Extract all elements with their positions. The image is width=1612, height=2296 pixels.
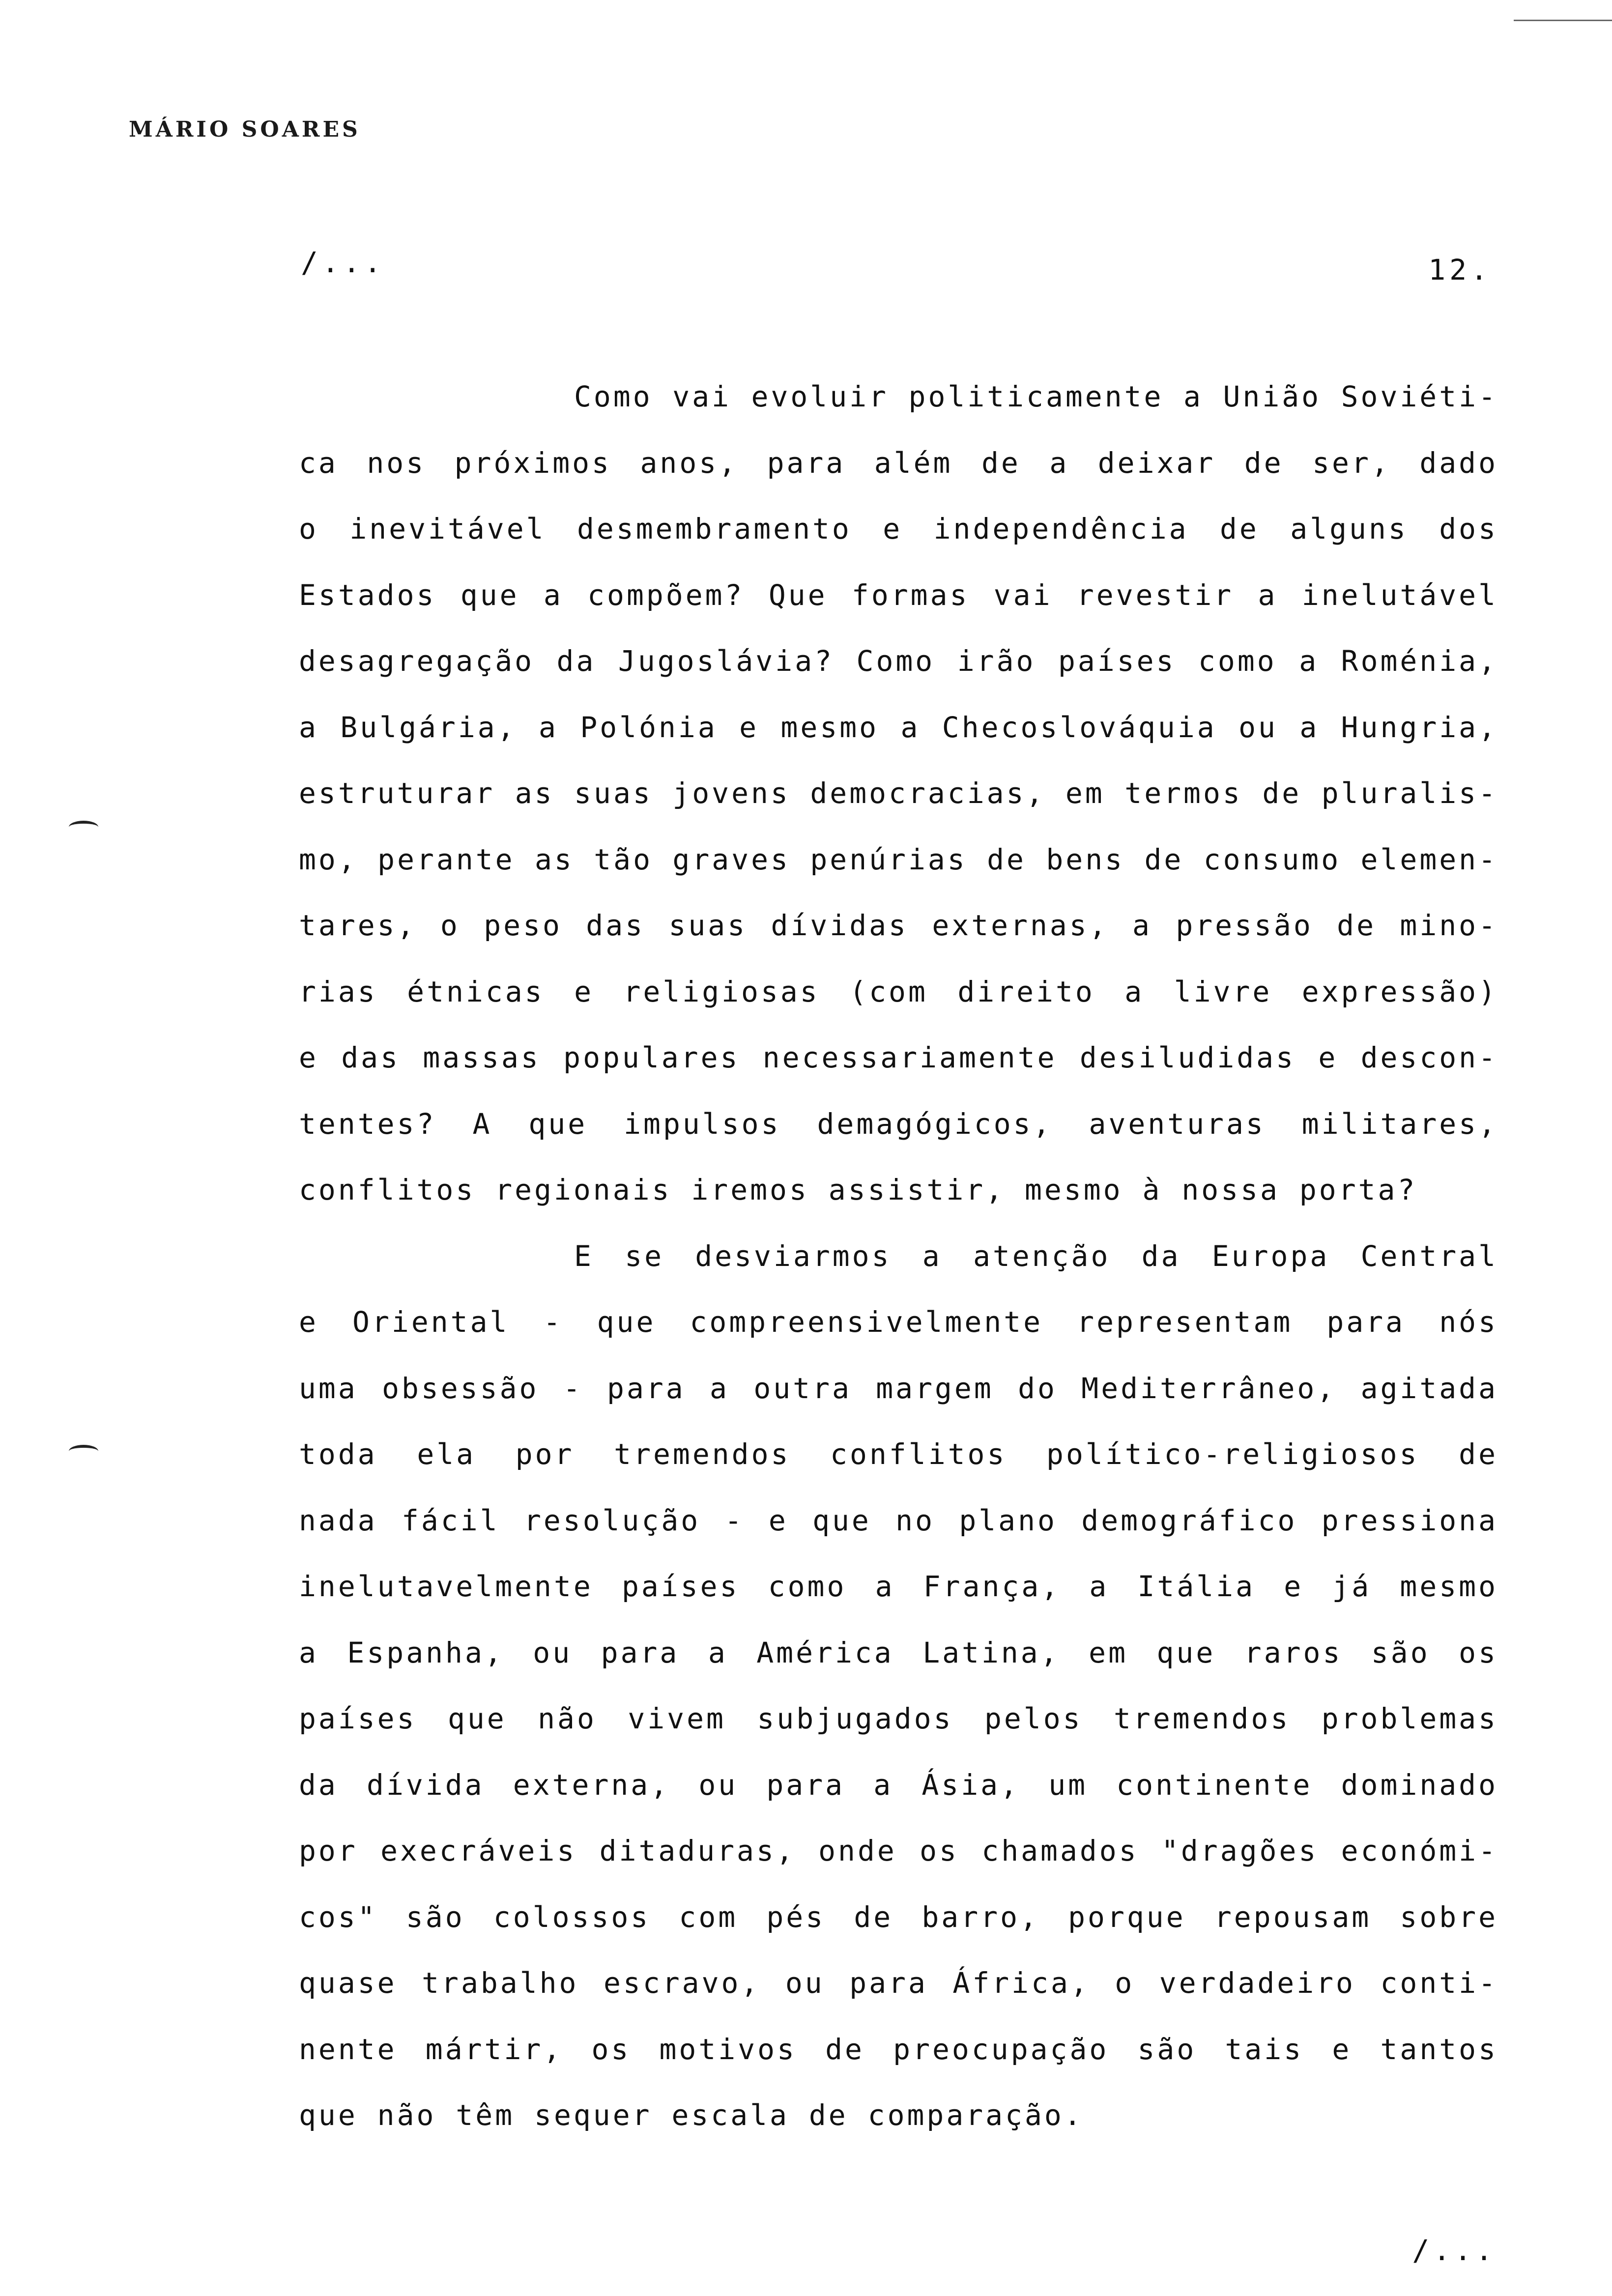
paragraph-1	[299, 364, 1498, 1223]
text-line: por execráveis ditaduras, onde os chamados "dragões económi-	[299, 1834, 1498, 1867]
text-line: da dívida externa, ou para a Ásia, um continente dominado	[299, 1768, 1498, 1802]
margin-punch-mark	[69, 821, 98, 833]
text-line: cos" são colossos com pés de barro, porque repousam sobre	[299, 1900, 1498, 1934]
text-line: nente mártir, os motivos de preocupação são tais e tantos	[299, 2032, 1498, 2066]
text-line: uma obsessão - para a outra margem do Mediterrâneo, agitada	[299, 1371, 1498, 1405]
text-line: conflitos regionais iremos assistir, mesmo à nossa porta?	[299, 1173, 1417, 1206]
text-line: mo, perante as tão graves penúrias de bens de consumo elemen-	[299, 842, 1498, 876]
text-line: Como vai evoluir politicamente a União Soviéti-	[574, 380, 1498, 413]
continued-marker-top: /...	[301, 246, 385, 279]
text-line: toda ela por tremendos conflitos político-religiosos de	[299, 1437, 1498, 1471]
text-line: que não têm sequer escala de comparação.	[299, 2098, 1084, 2132]
text-line: nada fácil resolução - e que no plano demográfico pressiona	[299, 1503, 1498, 1537]
page-number: 12.	[1428, 253, 1492, 287]
text-line: e Oriental - que compreensivelmente representam para nós	[299, 1305, 1498, 1339]
text-line: Estados que a compõem? Que formas vai revestir a inelutável	[299, 578, 1498, 612]
text-line: inelutavelmente países como a França, a Itália e já mesmo	[299, 1570, 1498, 1603]
top-edge-rule	[1514, 20, 1612, 21]
body-text	[299, 364, 1498, 2149]
text-line: ca nos próximos anos, para além de a deixar de ser, dado	[299, 446, 1498, 480]
text-line: o inevitável desmembramento e independência de alguns dos	[299, 512, 1498, 545]
text-line: a Espanha, ou para a América Latina, em que raros são os	[299, 1636, 1498, 1669]
text-line: E se desviarmos a atenção da Europa Central	[574, 1239, 1498, 1273]
continued-marker-bottom: /...	[1412, 2234, 1497, 2267]
text-line: desagregação da Jugoslávia? Como irão países como a Roménia,	[299, 644, 1498, 678]
text-line: tentes? A que impulsos demagógicos, aventuras militares,	[299, 1107, 1498, 1141]
text-line: quase trabalho escravo, ou para África, o verdadeiro conti-	[299, 1966, 1498, 2000]
text-line: países que não vivem subjugados pelos tremendos problemas	[299, 1702, 1498, 1735]
text-line: tares, o peso das suas dívidas externas, a pressão de mino-	[299, 909, 1498, 942]
margin-punch-mark	[69, 1445, 98, 1458]
text-line: rias étnicas e religiosas (com direito a livre expressão)	[299, 975, 1498, 1008]
text-line: e das massas populares necessariamente desiludidas e descon-	[299, 1041, 1498, 1074]
text-line: a Bulgária, a Polónia e mesmo a Checoslováquia ou a Hungria,	[299, 710, 1498, 744]
letterhead: MÁRIO SOARES	[129, 117, 361, 142]
text-line: estruturar as suas jovens democracias, em termos de pluralis-	[299, 776, 1498, 810]
paragraph-2	[299, 1223, 1498, 2149]
